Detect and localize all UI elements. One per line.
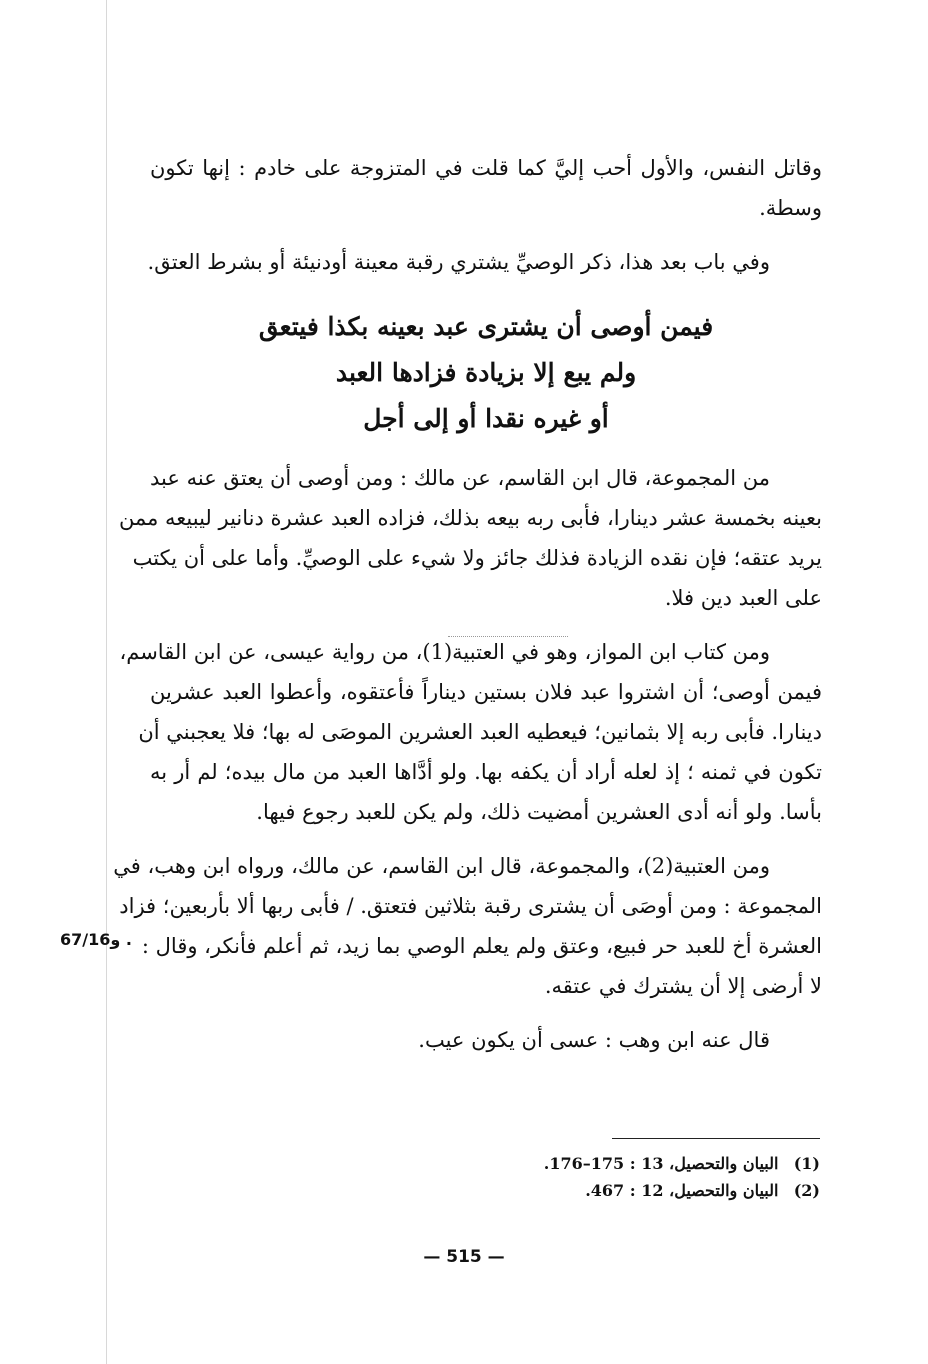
text-line: على العبد دين فلا.	[664, 586, 822, 610]
paragraph-2	[147, 242, 822, 282]
text-line: المجموعة : ومن أوصَى أن يشترى رقبة بثلاثين فتعتق. / فأبى ربها ألا بأربعين؛ فزاد	[119, 894, 822, 918]
text-line: العشرة أخ للعبد حر فبيع، وعتق ولم يعلم الوصي بما زيد، ثم أعلم فأنكر، وقال :	[141, 934, 822, 958]
heading-line-2: ولم يبع إلا بزيادة فزادها العبد	[335, 358, 637, 387]
text-line: تكون في ثمنه ؛ إذ لعله أراد أن يكفه بها. ولو أدَّاها العبد من مال بيده؛ لم أر به	[150, 760, 822, 784]
text-line: وسطة.	[759, 196, 822, 220]
footnote-2	[420, 1177, 820, 1204]
footnote-text: البيان والتحصيل، 12 : 467.	[585, 1181, 779, 1200]
paragraph-1	[150, 148, 822, 228]
footnotes	[420, 1150, 820, 1204]
manuscript-folio-note: 67/16و .	[60, 930, 132, 949]
text-line: ومن العتبية(2)، والمجموعة، قال ابن القاسم، عن مالك، ورواه ابن وهب، في	[113, 854, 770, 878]
text-line: يريد عتقه؛ فإن نقده الزيادة فذلك جائز ولا شيء على الوصيِّ. وأما على أن يكتب	[132, 546, 822, 570]
footnote-1	[420, 1150, 820, 1177]
footnote-number: (1)	[793, 1154, 820, 1173]
paragraph-6	[150, 1020, 822, 1060]
text-line: بأسا. ولو أنه أدى العشرين أمضيت ذلك، ولم يكن للعبد رجوع فيها.	[256, 800, 822, 824]
page-body	[113, 148, 822, 1074]
text-line: فيمن أوصى؛ أن اشتروا عبد فلان بستين ديناراً فأعتقوه، وأعطوا العبد عشرين	[150, 680, 822, 704]
text-line: ومن كتاب ابن المواز، وهو في العتبية(1)، من رواية عيسى، عن ابن القاسم،	[119, 640, 770, 664]
paragraph-5	[113, 846, 822, 1006]
page-number: — 515 —	[423, 1247, 505, 1267]
heading-line-3: أو غيره نقدا أو إلى أجل	[363, 404, 609, 433]
paragraph-3	[118, 458, 822, 618]
text-line: لا أرضى إلا أن يشترك في عتقه.	[544, 974, 822, 998]
dotted-separator	[448, 636, 568, 637]
text-line: دينارا. فأبى ربه إلا بثمانين؛ فيعطيه العبد العشرين الموصَى له بها؛ فلا يعجبني أن	[138, 720, 822, 744]
heading-line-1: فيمن أوصى أن يشترى عبد بعينه بكذا فيتعق	[258, 312, 714, 341]
footnote-text: البيان والتحصيل، 13 : 175–176.	[543, 1154, 779, 1173]
section-heading	[150, 304, 822, 442]
footnote-rule	[612, 1138, 820, 1139]
text-line: وفي باب بعد هذا، ذكر الوصيِّ يشتري رقبة معينة أودنيئة أو بشرط العتق.	[147, 250, 770, 274]
binding-gutter-line	[106, 0, 107, 1364]
paragraph-4	[119, 632, 822, 832]
text-line: وقاتل النفس، والأول أحب إليَّ كما قلت في المتزوجة على خادم : إنها تكون	[150, 156, 822, 180]
text-line: بعينه بخمسة عشر دينارا، فأبى ربه بيعه بذلك، فزاده العبد عشرة دنانير ليبيعه ممن	[118, 506, 822, 530]
text-line: قال عنه ابن وهب : عسى أن يكون عيب.	[418, 1028, 770, 1052]
footnote-number: (2)	[793, 1181, 820, 1200]
text-line: من المجموعة، قال ابن القاسم، عن مالك : ومن أوصى أن يعتق عنه عبد	[150, 466, 770, 490]
